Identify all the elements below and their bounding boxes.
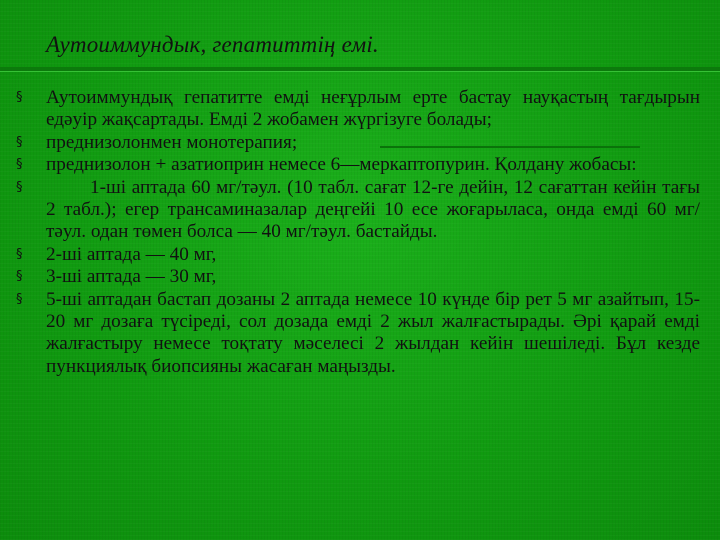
list-item [16, 289, 700, 379]
list-item [16, 177, 700, 244]
section-sign-icon: § [16, 134, 23, 150]
title-divider-highlight [0, 71, 720, 72]
section-sign-icon: § [16, 157, 23, 173]
list-item [16, 244, 700, 266]
slide-title: Аутоиммундык, гепатиттің емі. [46, 32, 379, 57]
section-sign-icon: § [16, 269, 23, 285]
section-sign-icon: § [16, 90, 23, 105]
section-sign-icon: § [16, 246, 23, 262]
list-item [16, 266, 700, 288]
section-sign-icon: § [16, 179, 23, 195]
list-item-text: Аутоиммундық гепатитте емді неғұрлым ерте бастау науқастың тағдырын едәуір жақсартады. Емді 2 жобамен жүргізуге болады; [46, 87, 700, 131]
bullet-list [16, 87, 700, 378]
section-sign-icon: § [16, 291, 23, 307]
list-item [16, 132, 700, 154]
list-item-text: 2-ші аптада — 40 мг, [46, 243, 217, 265]
list-item [16, 87, 700, 132]
list-item-text: преднизолонмен монотерапия; [46, 131, 298, 153]
list-item-text: преднизолон + азатиоприн немесе 6—меркаптопурин. Қолдану жобасы: [46, 154, 637, 176]
list-item-text: 3-ші аптада — 30 мг, [46, 266, 217, 288]
list-item-text: 5-ші аптадан бастап дозаны 2 аптада немесе 10 күнде бір рет 5 мг азайтып, 15-20 мг дозаға түсіреді, сол дозада емді 2 жыл жалғастырады. Әрі қарай емді жалғастыру немесе тоқтату мәселесі 2 жылдан кейін шешіледі. Бұл кезде пункциялық биопсияны жасаған маңызды. [46, 288, 700, 377]
list-item [16, 154, 700, 176]
list-item-text: 1-ші аптада 60 мг/тәул. (10 табл. сағат 12-ге дейін, 12 сағаттан кейін тағы 2 табл.); егер трансаминазалар деңгейі 10 есе жоғарыласа, онда емді 60 мг/тәул. одан төмен болса — 40 мг/тәул. бастайды. [46, 176, 700, 243]
